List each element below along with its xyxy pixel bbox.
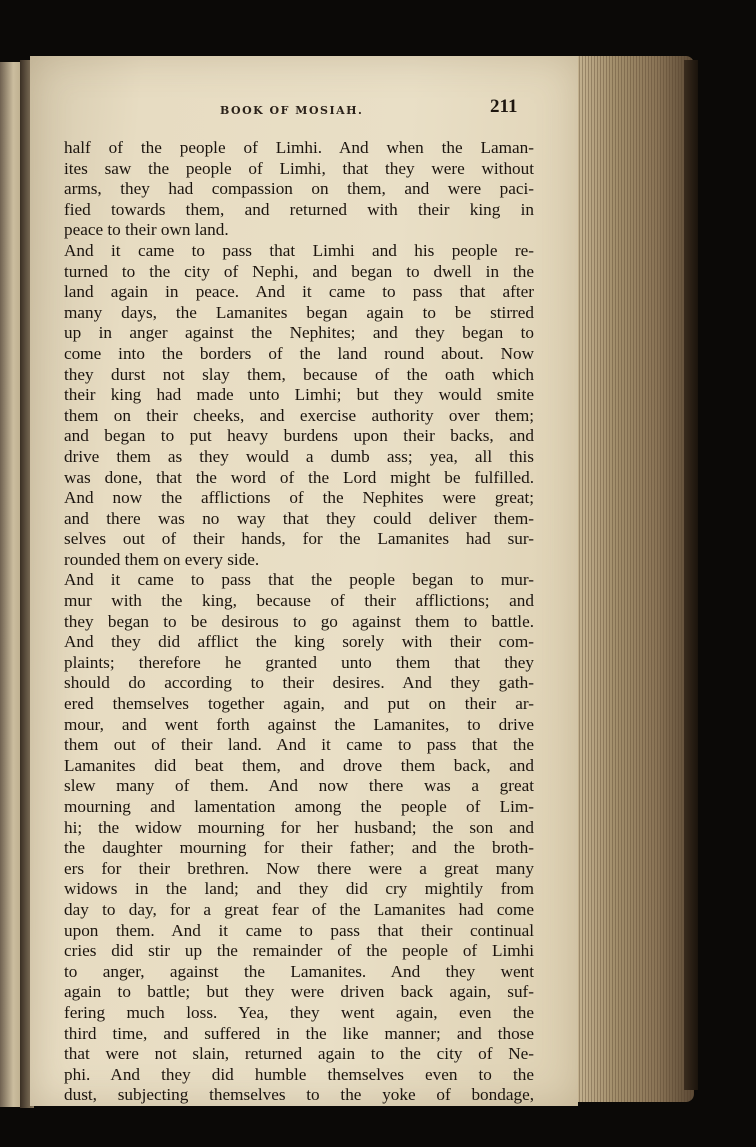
text-line: them on their cheeks, and exercise authority over them; (64, 405, 534, 425)
text-line: again to battle; but they were driven back again, suf- (64, 982, 534, 1002)
text-line: ites saw the people of Limhi, that they were without (64, 158, 534, 178)
text-line: plaints; therefore he granted unto them that they (64, 652, 534, 672)
text-line: widows in the land; and they did cry mightily from (64, 879, 534, 899)
text-line: to anger, against the Lamanites. And they went (64, 961, 534, 981)
text-line: they began to be desirous to go against them to battle. (64, 611, 534, 631)
text-line: And it came to pass that Limhi and his people re- (64, 240, 534, 260)
text-line: their king had made unto Limhi; but they would smite (64, 385, 534, 405)
text-line: day to day, for a great fear of the Lamanites had come (64, 899, 534, 919)
body-text (64, 138, 534, 1106)
text-line: them out of their land. And it came to pass that the (64, 735, 534, 755)
page-block-edges (570, 56, 694, 1102)
text-line: they durst not slay them, because of the oath which (64, 364, 534, 384)
text-line: land again in peace. And it came to pass that after (64, 282, 534, 302)
text-line: the daughter mourning for their father; and the broth- (64, 838, 534, 858)
text-line: And it came to pass that the people began to mur- (64, 570, 534, 590)
text-line: and there was no way that they could deliver them- (64, 508, 534, 528)
text-line: rounded them on every side. (64, 549, 260, 569)
text-line: many days, the Lamanites began again to be stirred (64, 302, 534, 322)
text-line: ered themselves together again, and put on their ar- (64, 694, 534, 714)
text-line: fied towards them, and returned with their king in (64, 199, 534, 219)
text-line: hi; the widow mourning for her husband; the son and (64, 817, 534, 837)
text-line: mur with the king, because of their afflictions; and (64, 591, 534, 611)
text-line: dust, subjecting themselves to the yoke of bondage, (64, 1085, 534, 1105)
text-line: mourning and lamentation among the people of Lim- (64, 797, 534, 816)
text-line: phi. And they did humble themselves even to the (64, 1064, 534, 1084)
text-line: and began to put heavy burdens upon their backs, and (64, 426, 534, 446)
text-line: drive them as they would a dumb ass; yea, all this (64, 446, 534, 466)
text-line: And now the afflictions of the Nephites were great; (64, 488, 534, 508)
text-line: was done, that the word of the Lord might be fulfilled. (64, 467, 534, 487)
text-line: third time, and suffered in the like manner; and those (64, 1023, 534, 1043)
text-line: half of the people of Limhi. And when the Laman- (64, 138, 534, 157)
text-line: cries did stir up the remainder of the people of Limhi (64, 941, 534, 961)
text-line: up in anger against the Nephites; and they began to (64, 323, 534, 343)
text-line: that were not slain, returned again to the city of Ne- (64, 1044, 534, 1064)
text-line: selves out of their hands, for the Lamanites had sur- (64, 529, 534, 549)
text-line: mour, and went forth against the Lamanites, to drive (64, 714, 534, 734)
cover-edge (684, 60, 698, 1090)
text-line: Lamanites did beat them, and drove them back, and (64, 755, 534, 775)
text-line: ers for their brethren. Now there were a great many (64, 858, 534, 878)
text-line: peace to their own land. (64, 220, 229, 240)
text-line: And they did afflict the king sorely with their com- (64, 632, 534, 652)
page-number: 211 (490, 96, 518, 117)
text-line: upon them. And it came to pass that their continual (64, 920, 534, 940)
running-head: BOOK OF MOSIAH. (220, 104, 364, 117)
text-line: come into the borders of the land round about. Now (64, 343, 534, 363)
text-line: arms, they had compassion on them, and were paci- (64, 179, 534, 199)
text-line: fering much loss. Yea, they went again, even the (64, 1002, 534, 1022)
text-line: should do according to their desires. And they gath- (64, 673, 534, 693)
text-line: turned to the city of Nephi, and began to dwell in the (64, 261, 534, 281)
text-line: slew many of them. And now there was a great (64, 776, 534, 796)
